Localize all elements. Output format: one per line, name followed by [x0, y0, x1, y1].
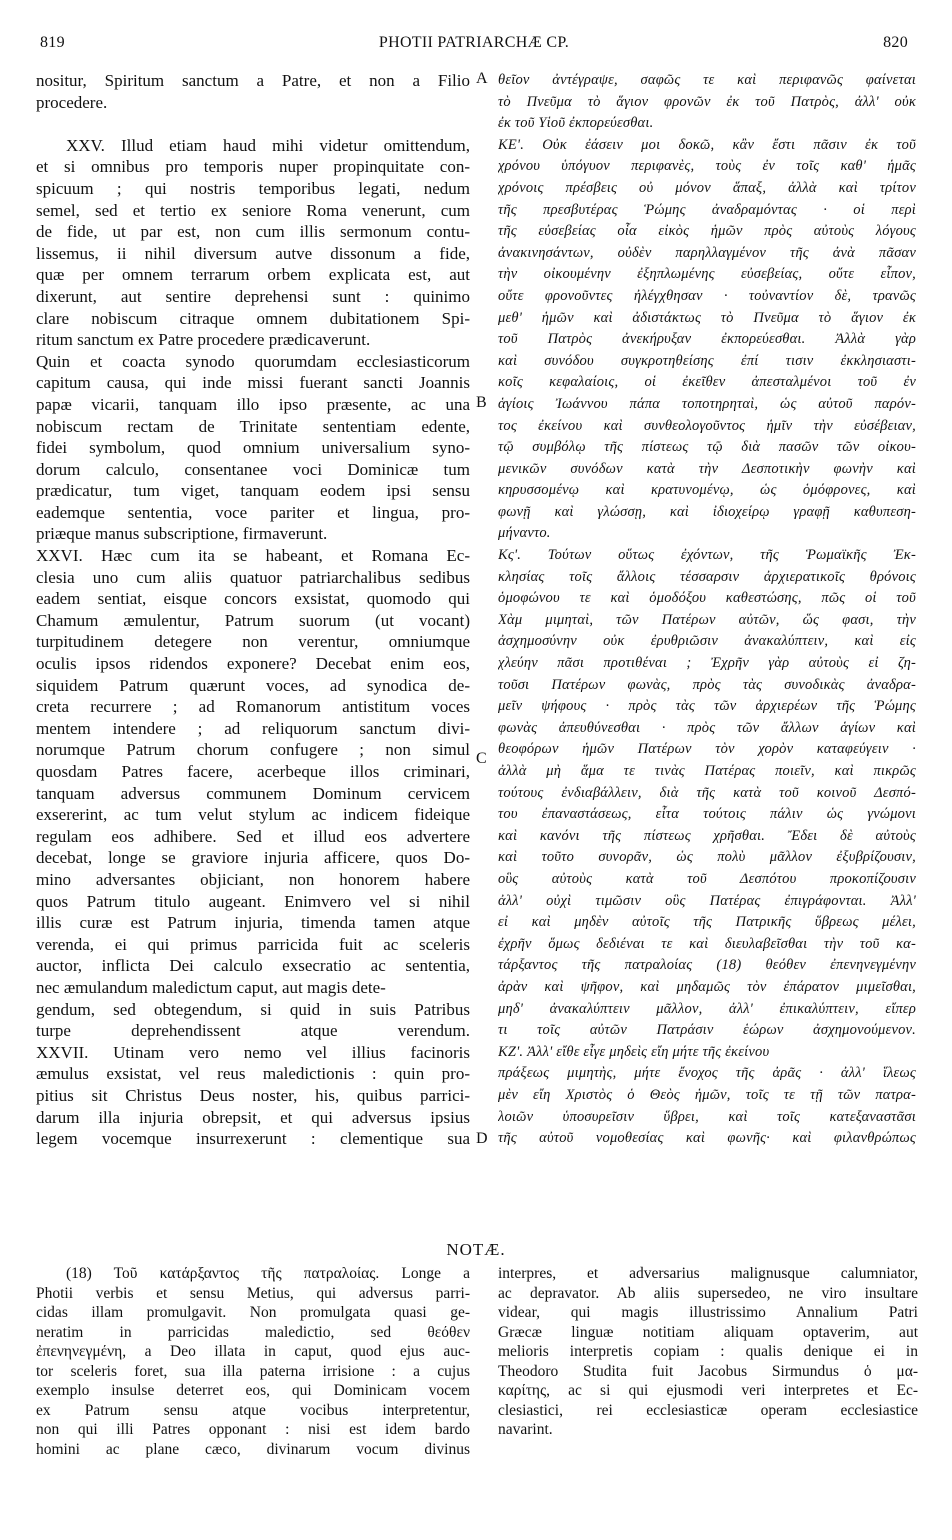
- text-line: capitum causa, qui inde missi fuerant sancti Joannis: [36, 373, 470, 393]
- section-marker-a: A: [476, 70, 488, 87]
- text-line: nobiscum rectam de Trinitate sententiam edente,: [36, 416, 470, 436]
- text-line: μεθ' ἡμῶν καὶ ἀδιστάκτως τὸ Πνεῦμα τὸ ἅγιον ἐκ: [498, 309, 916, 326]
- text-line: auctor, inflicta Dei calculo exsecratio ac sententia,: [36, 956, 470, 976]
- text-line: æmulus exsistat, vel reus maledictionis : quin pro-: [36, 1064, 470, 1084]
- text-line: mentem intendere ; ad reliquorum sanctum divi-: [36, 718, 470, 738]
- text-line: τούτους ἐνδιαβάλλειν, διὰ τῆς κατὰ τοῦ κοινοῦ Δεσπό-: [498, 784, 916, 801]
- text-line: θεοφόρων ἡμῶν Πατέρων τὸν χορὸν καταφεύγειν ·: [498, 741, 916, 758]
- text-line: illis curæ est Patrum injuria, timenda tamen atque: [36, 913, 470, 933]
- text-line: καὶ τοῦτο συνορᾶν, ὡς πολὺ μᾶλλον ἐξυβρίζουσιν,: [498, 849, 916, 866]
- text-line: tor sceleris foret, sua illa paterna irrisione : a cujus: [36, 1362, 470, 1380]
- text-line: τῆς αὐτοῦ νομοθεσίας καὶ φωνῆς· καὶ φιλανθρώπως: [498, 1130, 916, 1147]
- text-line: μεῖν ψήφους · πρὸς τὰς τῶν ἀρχιερέων τῆς Ῥώμης: [498, 698, 916, 715]
- text-line: melioris interpretis copiam : qualis denique ei in: [498, 1343, 918, 1360]
- text-line: ex Patrum sensu atque vocibus interpretentur,: [36, 1401, 470, 1419]
- page-header: [40, 34, 908, 58]
- text-line: siquidem Patrum quærunt voces, ad synodica de-: [36, 675, 470, 695]
- text-line: λοιῶν ὑποσυρεῖσιν ὕβρει, καὶ τοῖς κατεξαναστᾶσι: [498, 1108, 916, 1125]
- text-line: φωνὰς ἀπευθύνεσθαι · πρὸς τῶν ἄλλων ἁγίων καὶ: [498, 719, 916, 736]
- text-line: μηδ' ἀνακαλύπτειν μᾶλλον, ἀλλ' ἐπικαλύπτειν, εἴπερ: [498, 1000, 916, 1017]
- text-line: norumque Patrum chorum confugere ; non simul: [36, 740, 470, 760]
- text-line: τῆς εὐσεβείας οἷα εἰκὸς ἡμῶν πρὸς αὐτοὺς λόγους: [498, 223, 916, 240]
- text-line: spicuum ; qui nostris temporibus legati, nedum: [36, 178, 470, 198]
- text-line: pitius sit Christus Deus noster, his, quibus parrici-: [36, 1085, 470, 1105]
- text-line: navarint.: [498, 1421, 553, 1438]
- text-line: XXV. Illud etiam haud mihi videtur omittendum,: [66, 135, 470, 155]
- text-line: τάρξαντος τῆς πατραλοίας (18) θεόθεν ἐπενηνεγμένην: [498, 957, 916, 974]
- text-line: lissemus, ii nihil diversum autve dissonum a fide,: [36, 243, 470, 263]
- text-line: quos Patrum titulo augeant. Enimvero vel si nihil: [36, 891, 470, 911]
- text-line: καὶ κανόνι τῆς πίστεως χρῆσθαι. Ἔδει δὲ αὐτοὺς: [498, 827, 916, 844]
- text-line: XXVII. Utinam vero nemo vel illius facinoris: [36, 1042, 470, 1062]
- text-line: verenda, ei qui primus parricida fuit ac sceleris: [36, 934, 470, 954]
- text-line: decebat, longe se graviore injuria afficere, quos Do-: [36, 848, 470, 868]
- text-line: Theodoro Studita fuit Jacobus Sirmundus ὁ μα-: [498, 1362, 918, 1380]
- text-line: turpe deprehendissent atque verendum.: [36, 1021, 470, 1041]
- notes-right-column: [498, 1264, 918, 1440]
- right-page-number: 820: [883, 34, 908, 51]
- text-line: μενικῶν συνόδων κατὰ τὴν Δεσποτικὴν φωνὴν καὶ: [498, 460, 916, 477]
- text-line: τὸ Πνεῦμα τὸ ἅγιον φρονῶν ἐκ τοῦ Πατρὸς, ἀλλ' οὐκ: [498, 93, 916, 110]
- text-line: ἀσχημοσύνην οὐκ ἐρυθριῶσιν ἀνακαλύπτειν, καὶ εἰς: [498, 633, 916, 650]
- text-line: cidas illam promulgavit. Non promulgata quasi ge-: [36, 1304, 470, 1321]
- text-line: κοῖς κεφαλαίοις, οἱ ἐκεῖθεν ἀπεσταλμένοι τοῦ ἐν: [498, 374, 916, 391]
- text-line: gendum, sed obtegendum, si quid in suis Patribus: [36, 999, 470, 1019]
- text-line: clare nobiscum citraque omnem dubitationem Spi-: [36, 308, 470, 328]
- text-line: turpitudinem detegere non verentur, omniumque: [36, 632, 470, 652]
- text-line: legem vocemque insurrexerunt : clementique sua: [36, 1129, 470, 1149]
- text-line: του ἐπαναστάσεως, εἶτα τούτοις πάλιν ὡς γνώμονι: [498, 806, 916, 823]
- text-line: τῷ συμβόλῳ τῆς πίστεως τῷ διὰ πασῶν τῶν οἰκου-: [498, 439, 916, 456]
- text-line: κλησίας τοῖς ἄλλοις τέσσαρσιν ἀρχιερατικοῖς θρόνοις: [498, 568, 916, 585]
- text-line: Κς'. Τούτων οὕτως ἐχόντων, τῆς Ῥωμαϊκῆς Ἐκ-: [498, 547, 916, 564]
- text-line: χλεύην πᾶσι προτιθέναι ; Ἐχρῆν γὰρ αὐτοὺς εἰ ζη-: [498, 655, 916, 672]
- text-line: ἐκ τοῦ Υἱοῦ ἐκπορεύεσθαι.: [498, 115, 654, 132]
- left-page-number: 819: [40, 34, 65, 51]
- text-line: ἀρὰν καὶ ψῆφον, καὶ μηδαμῶς τὸν ἐπάρατον μιμεῖσθαι,: [498, 978, 916, 995]
- text-line: regulam eos adhibere. Sed et illud eos advertere: [36, 826, 470, 846]
- section-marker-d: D: [476, 1130, 488, 1147]
- text-line: ἐπενηνεγμένη, a Deo illata in caput, quod ejus auc-: [36, 1343, 470, 1360]
- text-line: ΚΖ'. Ἀλλ' εἴθε εἶγε μηδεὶς εἴη μήτε τῆς ἐκείνου: [498, 1043, 770, 1060]
- text-line: et si omnibus pro temporis nuper propinquitate con-: [36, 157, 470, 177]
- text-line: creta recurrere ; ad Romanorum antistitum voces: [36, 697, 470, 717]
- text-line: ἀλλὰ μὴ ἅμα τε τινὰς Πατέρας ποιεῖν, καὶ πικρῶς: [498, 763, 916, 779]
- text-line: dorum calculo, consentanee voci Dominicæ tum: [36, 459, 470, 479]
- text-line: tanquam adversus communem Dominum cervicem: [36, 783, 470, 803]
- text-line: eadem sentiat, eisque concors exsistat, quomodo qui: [36, 589, 470, 609]
- text-line: ὁμοφώνου τε καὶ ὁμοδόξου καθεστώσης, πῶς οἱ τοῦ: [498, 590, 916, 607]
- text-line: exemplo insulse deterret eos, qui Dominicam vocem: [36, 1382, 470, 1399]
- greek-column: [498, 70, 916, 1150]
- text-line: εἰ καὶ μηδὲν αὐτοῖς τῆς Πατρικῆς ὕβρεως μέλει,: [498, 914, 916, 931]
- text-line: de fide, ut par est, non cum illis sermonum contu-: [36, 222, 470, 242]
- text-line: ἁγίοις Ἰωάννου πάπα τοποτηρηταὶ, ὡς αὐτοῦ παρόν-: [498, 395, 916, 412]
- text-line: ἀνακινησάντων, οὐδὲν παρηλλαγμένον τῆς ἀνὰ πᾶσαν: [498, 244, 916, 261]
- text-line: μήναντο.: [498, 525, 551, 542]
- text-line: τοῦ Πατρὸς ἀνεκήρυξαν ἐκπορεύεσθαι. Ἀλλὰ γὰρ: [498, 331, 916, 348]
- text-line: videar, qui magis illustrissimo Annalium Patri: [498, 1304, 918, 1321]
- text-line: nec æmulandum maledictum caput, aut magis dete-: [36, 977, 386, 997]
- text-line: exsererint, ac tum velut stylum ac indicem fideique: [36, 805, 470, 825]
- text-line: semel, sed et tertio ex seniore Roma venerunt, cum: [36, 200, 470, 220]
- text-line: Græcæ linguæ notitiam aliquam optaverim, aut: [498, 1323, 918, 1341]
- text-line: καρίτης, ac si qui ejusmodi veri interpretes et Ec-: [498, 1382, 918, 1399]
- text-line: quæ per omnem terrarum orbem explicata est, aut: [36, 265, 470, 285]
- text-line: ΚΕ'. Οὐκ ἐάσειν μοι δοκῶ, κἂν ἔστι πᾶσιν ἐκ τοῦ: [498, 136, 916, 153]
- text-line: τος ἐκείνου καὶ συνθεολογοῦντος ἡμῖν τὴν εὐσέβειαν,: [498, 417, 916, 434]
- text-line: (18) Τοῦ κατάρξαντος τῆς πατραλοίας. Longe a: [66, 1265, 470, 1282]
- text-line: τῆς πρεσβυτέρας Ῥώμης ἀναδραμόντας · οἱ περὶ: [498, 201, 916, 218]
- text-line: τὴν οἰκουμένην ἐξηπλωμένης εὐσεβείας, οὔτε εἶπον,: [498, 266, 916, 283]
- notes-left-column: [36, 1264, 470, 1459]
- text-line: καὶ συνόδου συγκροτηθείσης ἐπί τισιν ἐκκλησιαστι-: [498, 352, 916, 369]
- running-title: PHOTII PATRIARCHÆ CP.: [378, 34, 570, 51]
- text-line: prædicatur, tum viget, tanquam eodem ipsi sensu: [36, 481, 470, 501]
- text-line: interpres, et adversarius malignusque calumniator,: [498, 1265, 918, 1282]
- text-line: τι τοῖς αὐτῶν Πατράσιν ἑώρων ἀσχημονούμενον.: [498, 1022, 916, 1039]
- text-line: [36, 113, 470, 135]
- text-line: ac depravator. Ab aliis supersedeo, ne viro insultare: [498, 1284, 918, 1302]
- text-line: τοῦσι Πατέρων φωνὰς, πρὸς τὰς συνοδικὰς ἀναδρα-: [498, 676, 916, 693]
- text-line: darum illa injuria obrepsit, et qui adversus ipsius: [36, 1107, 470, 1127]
- text-line: oculis ipsos ridendos exponere? Decebat enim eos,: [36, 654, 470, 674]
- latin-column: [36, 70, 470, 1150]
- text-line: θεῖον ἀντέγραψε, σαφῶς τε καὶ περιφανῶς φαίνεται: [498, 72, 916, 88]
- text-line: πράξεως μιμητὴς, μήτε ἔνοχος τῆς ἀρᾶς · ἀλλ' ἵλεως: [498, 1065, 916, 1082]
- text-line: nositur, Spiritum sanctum a Patre, et non a Filio: [36, 71, 470, 90]
- section-marker-c: C: [476, 750, 487, 767]
- text-line: Quin et coacta synodo quorumdam ecclesiasticorum: [36, 351, 470, 371]
- text-line: χρόνοις πρέσβεις οὐ μόνον ἅπαξ, ἀλλὰ καὶ τρίτον: [498, 179, 916, 196]
- text-line: fidei symbolum, quod omnium universalium syno-: [36, 438, 470, 458]
- text-line: papæ vicarii, tanquam illo ipso præsente, ac una: [36, 394, 470, 414]
- section-marker-b: B: [476, 394, 487, 411]
- text-line: dixerunt, aut sentire deprehensi sunt : quinimo: [36, 286, 470, 306]
- text-line: χρόνου ὑπόγυον περιφανὲς, τοὺς ἐν τοῖς καθ' ἡμᾶς: [498, 158, 916, 175]
- text-line: κηρυσσομένῳ καὶ κρατυνομένῳ, ὡς ὁμόφρονες, καὶ: [498, 482, 916, 499]
- text-line: XXVI. Hæc cum ita se habeant, et Romana Ec-: [36, 546, 470, 566]
- text-line: μὲν εἴη Χριστὸς ὁ Θεὸς ἡμῶν, τοῖς τε τῇ τῶν πατρα-: [498, 1086, 916, 1103]
- notes-heading: NOTÆ.: [446, 1240, 506, 1259]
- text-line: priæque manus subscriptione, firmaverunt.: [36, 524, 328, 544]
- text-line: eademque sententia, voce pariter et lingua, pro-: [36, 502, 470, 522]
- text-line: quosdam Patres facere, acerbeque illos criminari,: [36, 762, 470, 781]
- text-line: Χὰμ μιμηταὶ, τῶν Πατέρων αὐτῶν, ὥς φασι, τὴν: [498, 611, 916, 628]
- text-line: neratim in parricidas maledictio, sed θεόθεν: [36, 1323, 470, 1341]
- text-line: clesia uno cum aliis quatuor patriarchalibus sedibus: [36, 567, 470, 587]
- text-line: Photii verbis et sensu Metius, qui adversus parri-: [36, 1284, 470, 1302]
- text-line: οὔτε φρονοῦντες ἠλέγχθησαν · τοὐναντίον δὲ, τρανῶς: [498, 287, 916, 304]
- text-line: non qui illi Patres opponant : nisi est idem bardo: [36, 1421, 470, 1438]
- text-line: mino adversantes objiciant, non honorem habere: [36, 869, 470, 889]
- text-line: ritum sanctum ex Patre procedere prædicaverunt.: [36, 330, 371, 350]
- text-line: clesiastici, rei ecclesiasticæ operam ecclesiastice: [498, 1401, 918, 1419]
- text-line: φωνῇ καὶ γλώσσῃ, καὶ ἰδιοχείρῳ γραφῇ καθυπεση-: [498, 503, 916, 520]
- text-line: homini ac plane cæco, divinarum vocum divinus: [36, 1440, 470, 1458]
- text-line: ἀλλ' οὐχὶ τιμῶσιν οὓς Πατέρας ἐπιγράφονται. Ἀλλ': [498, 892, 916, 909]
- text-line: procedere.: [36, 92, 108, 112]
- text-line: Chamum æmulentur, Patrum suorum (ut vocant): [36, 610, 470, 630]
- text-line: οὓς αὐτοὺς κατὰ τοῦ Δεσπότου προκοπίζουσιν: [498, 870, 916, 887]
- text-line: ἐχρῆν ὅμως δεδιέναι τε καὶ διευλαβεῖσθαι τὴν τοῦ κα-: [498, 935, 916, 952]
